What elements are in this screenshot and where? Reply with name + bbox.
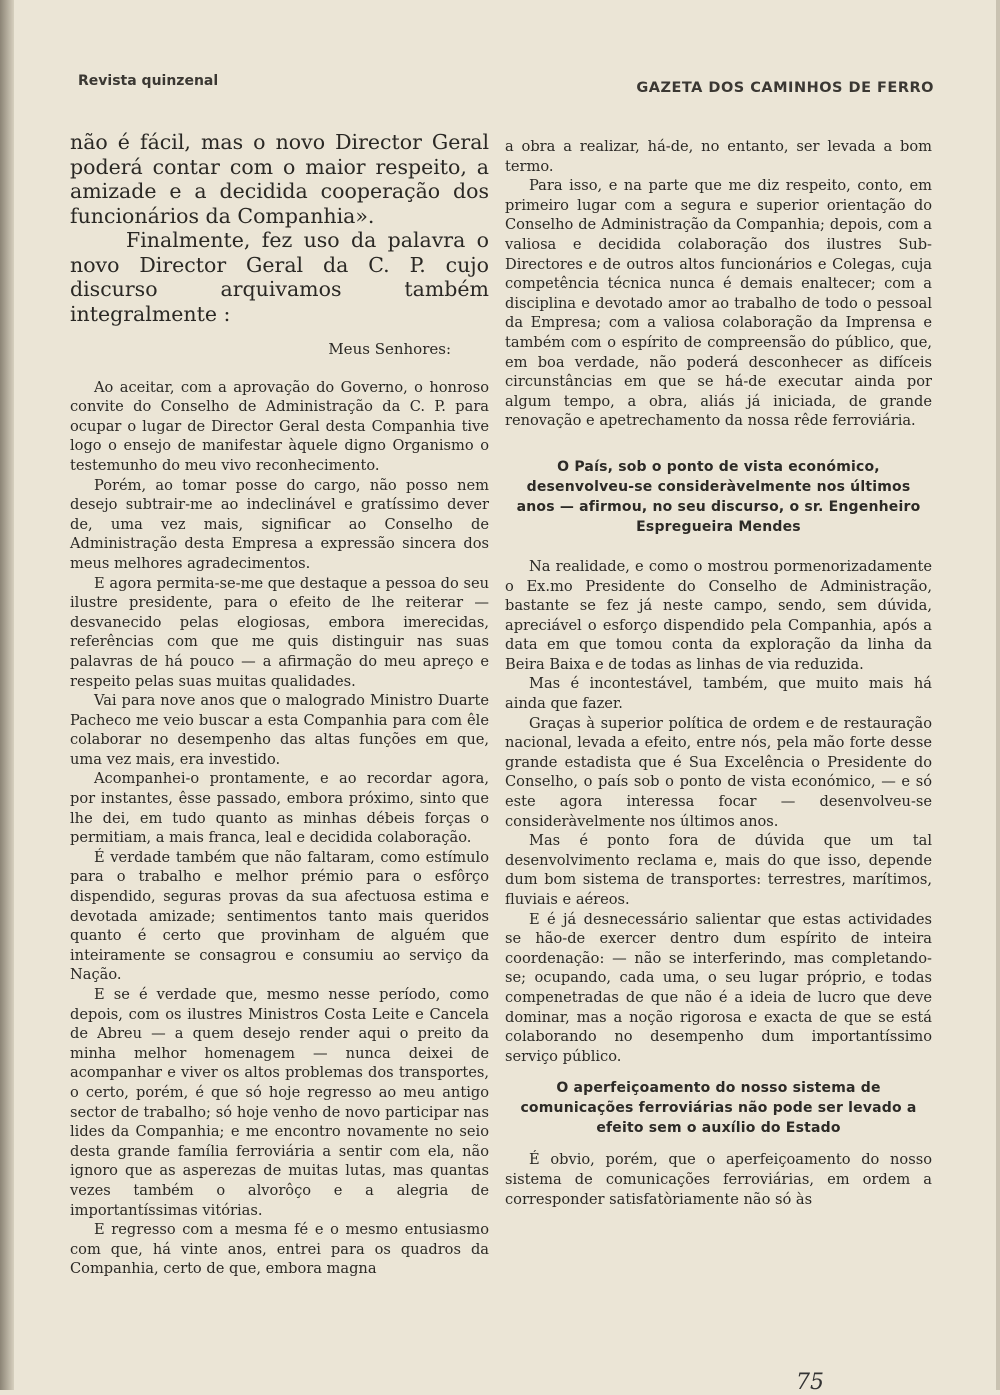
intro-block <box>70 130 489 326</box>
section-subheading: O País, sob o ponto de vista económico, desenvolveu-se consideràvelmente nos últimos anos — afirmou, no seu discurso, o sr. Engenheiro Espregueira Mendes <box>516 458 921 535</box>
speech-paragraph: Mas é incontestável, também, que muito mais há ainda que fazer. <box>505 675 932 713</box>
speech-paragraph: É verdade também que não faltaram, como estímulo para o trabalho e melhor prémio para o esfôrço dispendido, seguras provas da sua afectuosa estima e devotada amizade; sentimentos tanto mais queridos quanto é certo que provinham de alguém que inteiramente se consagrou e consumiu ao serviço da Nação. <box>70 848 489 984</box>
speech-paragraph: Ao aceitar, com a aprovação do Governo, o honroso convite do Conselho de Administração da C. P. para ocupar o lugar de Director Geral desta Companhia tive logo o ensejo de manifestar àquele digno Organismo o testemunho do meu vivo reconhecimento. <box>70 378 489 474</box>
running-header-right: GAZETA DOS CAMINHOS DE FERRO <box>636 80 934 96</box>
speech-paragraph: Para isso, e na parte que me diz respeito, conto, em primeiro lugar com a segura e superior orientação do Conselho de Administração da Companhia; depois, com a valiosa e decidida colaboração dos ilustres Sub-Directores e de outros altos funcionários e Colegas, cuja competência técnica nunca é demais enaltecer; com a disciplina e devotado amor ao trabalho de todo o pessoal da Empresa; com a valiosa colaboração da Imprensa e também com o espírito de compreensão do público, que, em boa verdade, não poderá desconhecer as difíceis circunstâncias em que se há-de executar ainda por algum tempo, a obra, aliás já iniciada, de grande renovação e apetrechamento da nossa rêde ferroviária. <box>505 177 932 430</box>
speech-paragraph: Vai para nove anos que o malogrado Ministro Duarte Pacheco me veio buscar a esta Companhia para com êle colaborar no desempenho das altas funções em que, uma vez mais, era investido. <box>70 692 489 768</box>
salutation: Meus Senhores: <box>328 340 451 358</box>
speech-paragraph: E agora permita-se-me que destaque a pessoa do seu ilustre presidente, para o efeito de lhe reiterar — desvanecido pelas elogiosas, embora imerecidas, referências com que me quis distinguir nas suas palavras de há pouco — a afirmação do meu apreço e respeito pelas suas muitas qualidades. <box>70 574 489 690</box>
intro-paragraph: Finalmente, fez uso da palavra o novo Director Geral da C. P. cujo discurso arquivamos também integralmente : <box>70 228 489 326</box>
speech-paragraph: E se é verdade que, mesmo nesse período, como depois, com os ilustres Ministros Costa Leite e Cancela de Abreu — a quem desejo render aqui o preito da minha melhor homenagem — nunca deixei de acompanhar e viver os altos problemas dos transportes, o certo, porém, é que só hoje regresso ao meu antigo sector de trabalho; só hoje venho de novo participar nas lides da Companhia; e me encontro novamente no seio desta grande família ferroviária a sentir com ela, não ignoro que as asperezas de muitas lutas, mas quantas vezes também o alvorôço e a alegria de importantíssimas vitórias. <box>70 986 489 1219</box>
speech-paragraph: Na realidade, e como o mostrou pormenorizadamente o Ex.mo Presidente do Conselho de Administração, bastante se fez já neste campo, sendo, sem dúvida, apreciável o esforço dispendido pela Companhia, após a data em que tomou conta da exploração da linha da Beira Baixa e de todas as linhas de via reduzida. <box>505 557 932 673</box>
speech-paragraph: Acompanhei-o prontamente, e ao recordar agora, por instantes, êsse passado, embora próximo, sinto que lhe dei, em tudo quanto as minhas débeis forças o permitiam, a mais franca, leal e decidida colaboração. <box>70 770 489 847</box>
page-number: 75 <box>796 1370 824 1395</box>
page-edge <box>996 0 1000 1390</box>
right-column <box>505 137 932 1209</box>
speech-paragraph: E é já desnecessário salientar que estas actividades se hão-de exercer dentro dum espírito de inteira coordenação: — não se interferindo, mas completando-se; ocupando, cada uma, o seu lugar próprio, e todas compenetradas de que não é a ideia de lucro que deve dominar, mas a noção rigorosa e exacta de que se está colaborando no desempenho dum importantíssimo serviço público. <box>505 910 932 1065</box>
intro-paragraph: não é fácil, mas o novo Director Geral poderá contar com o maior respeito, a amizade e a decidida cooperação dos funcionários da Companhia». <box>70 130 489 228</box>
speech-paragraph: Mas é ponto fora de dúvida que um tal desenvolvimento reclama e, mais do que isso, depende dum bom sistema de transportes: terrestres, marítimos, fluviais e aéreos. <box>505 832 932 908</box>
section-subheading: O aperfeiçoamento do nosso sistema de comunicações ferroviárias não pode ser levado a efeito sem o auxílio do Estado <box>520 1080 917 1137</box>
left-column <box>70 130 489 1279</box>
speech-block <box>70 340 489 1279</box>
speech-paragraph: É obvio, porém, que o aperfeiçoamento do nosso sistema de comunicações ferroviárias, em ordem a corresponder satisfatòriamente não só às <box>505 1151 932 1208</box>
running-header-left: Revista quinzenal <box>78 73 219 89</box>
page-binding-shadow <box>0 0 14 1390</box>
speech-paragraph: E regresso com a mesma fé e o mesmo entusiasmo com que, há vinte anos, entrei para os quadros da Companhia, certo de que, embora magna <box>70 1221 489 1278</box>
speech-paragraph: Porém, ao tomar posse do cargo, não posso nem desejo subtrair-me ao indeclinável e gratíssimo dever de, uma vez mais, significar ao Conselho de Administração desta Empresa a expressão sincera dos meus melhores agradecimentos. <box>70 476 489 572</box>
continuation-paragraph: a obra a realizar, há-de, no entanto, ser levada a bom termo. <box>505 138 932 175</box>
speech-paragraph: Graças à superior política de ordem e de restauração nacional, levada a efeito, entre nós, pela mão forte desse grande estadista que é Sua Excelência o Presidente do Conselho, o país sob o ponto de vista económico, — e só este agora interessa focar — desenvolveu-se consideràvelmente nos últimos anos. <box>505 714 932 830</box>
